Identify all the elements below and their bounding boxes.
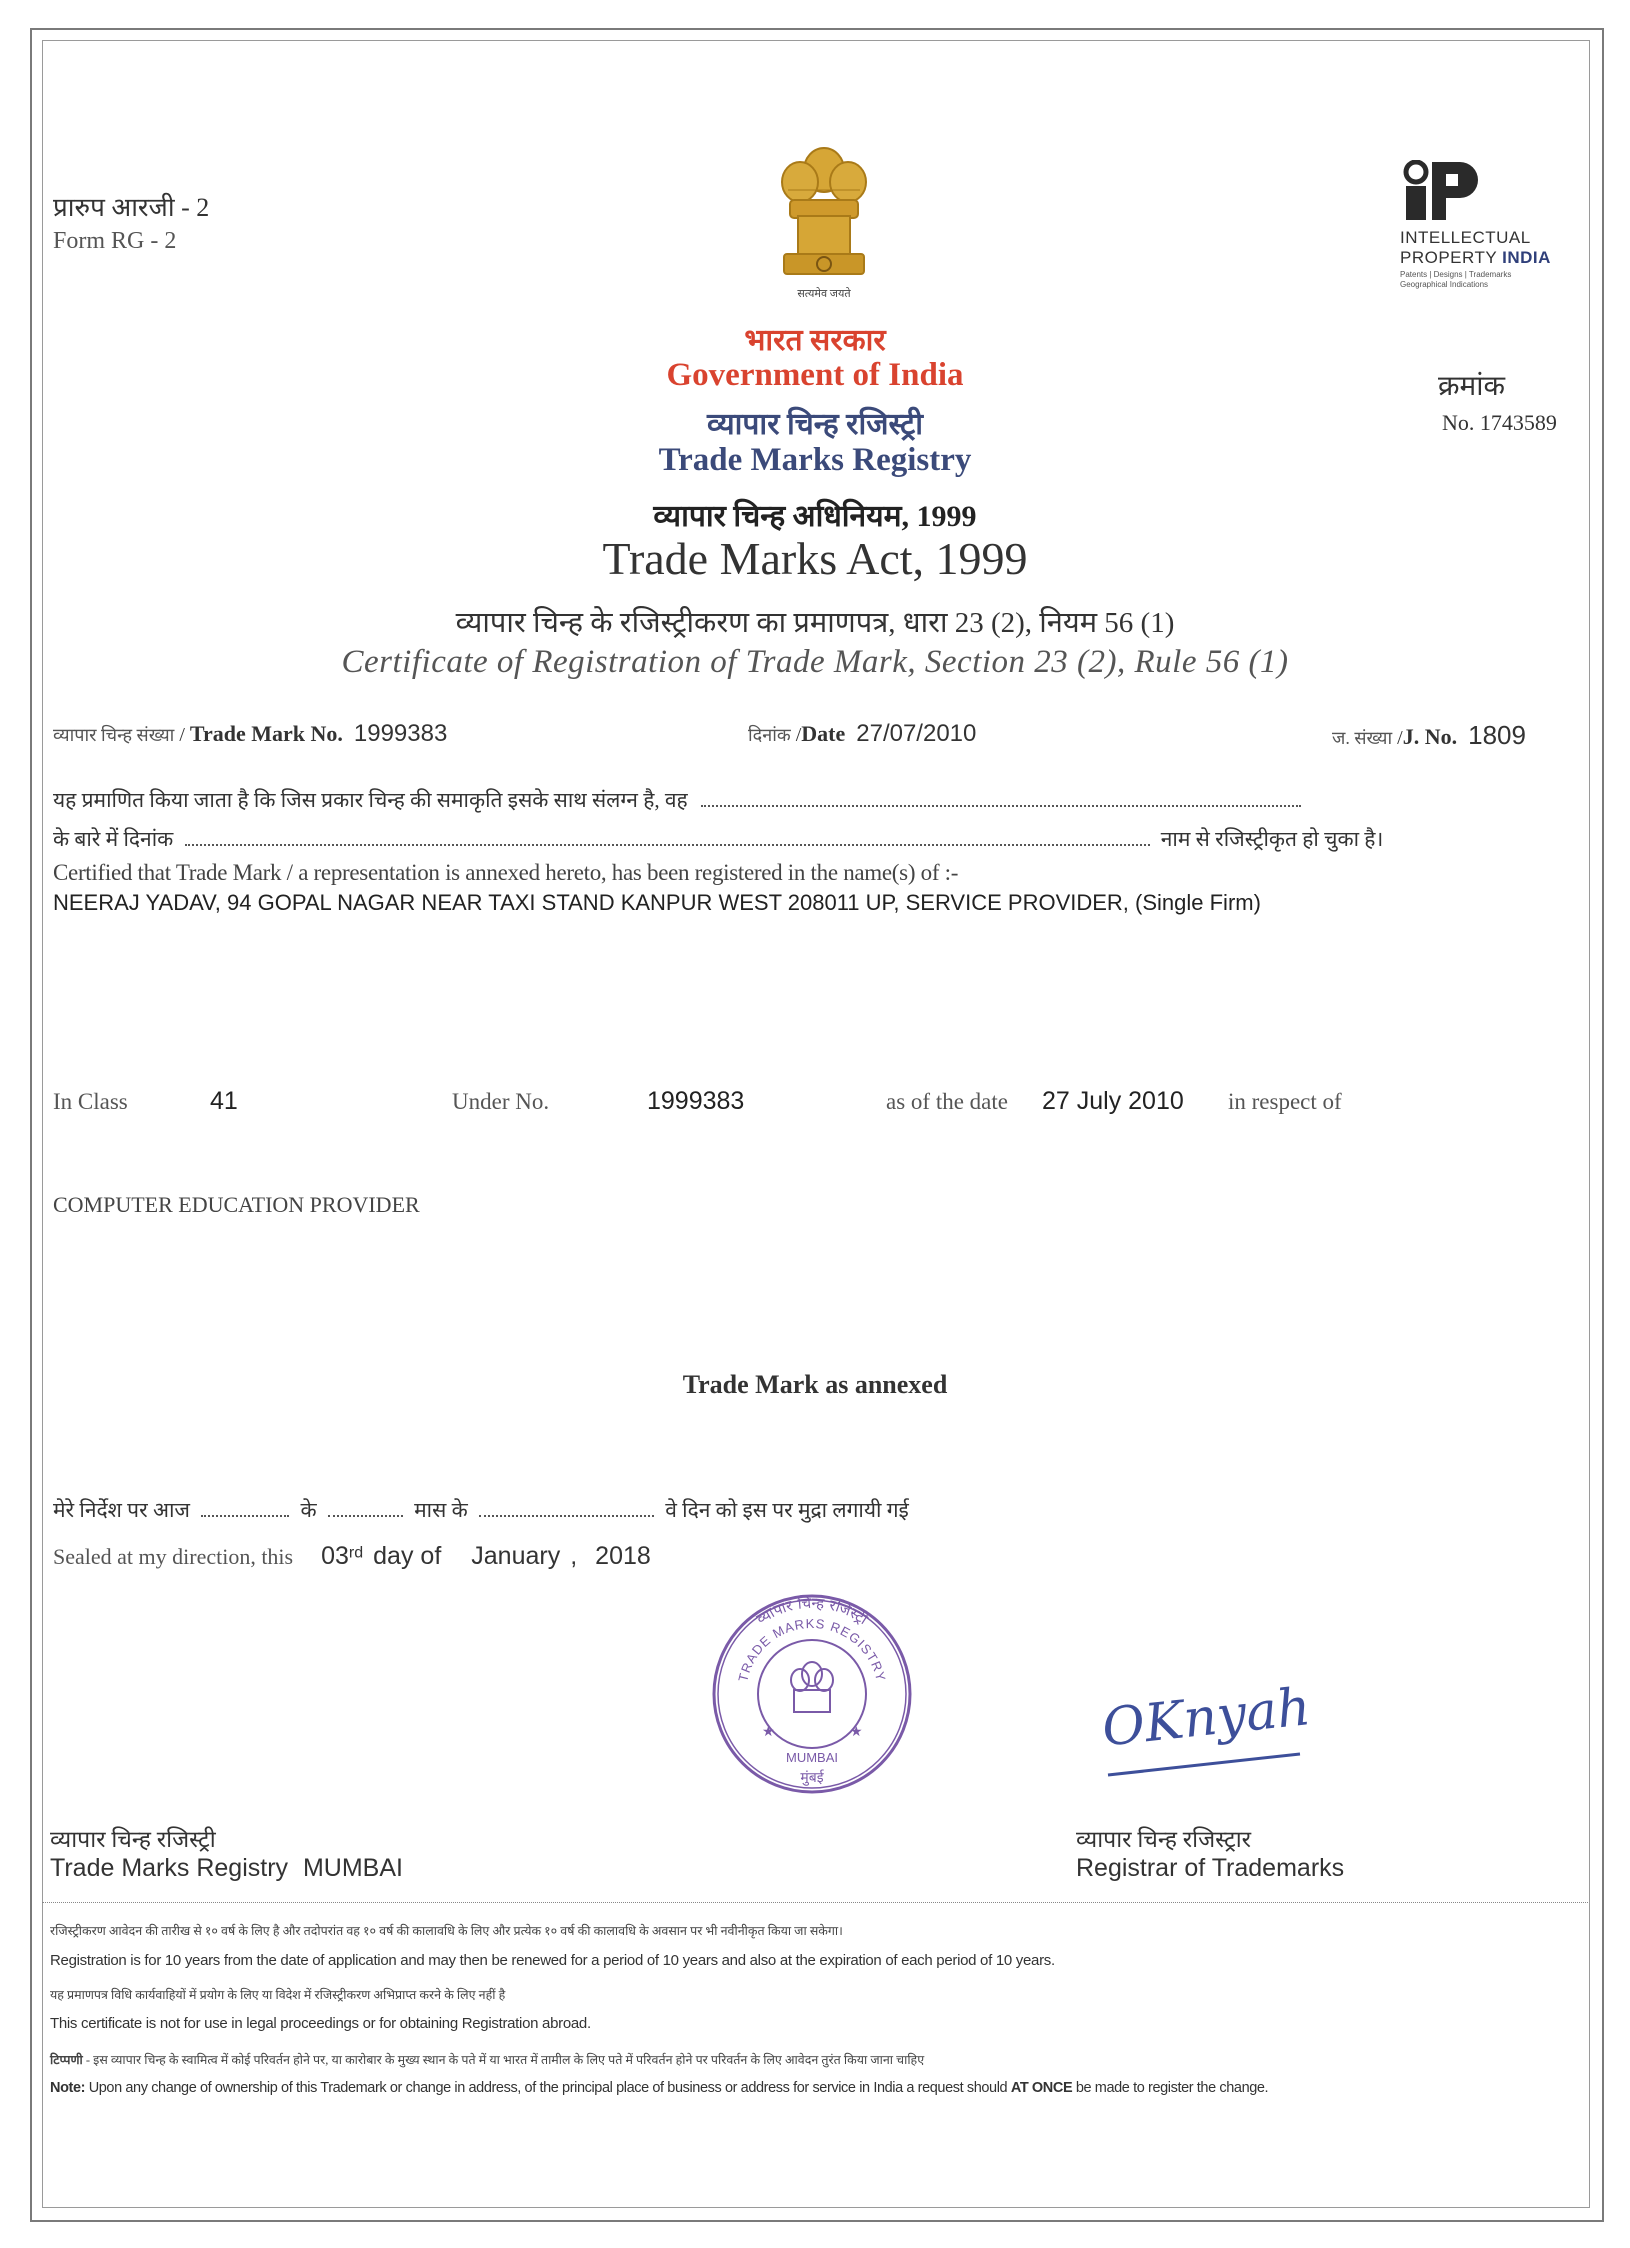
gov-title-hindi: भारत सरकार: [744, 324, 886, 357]
trade-mark-annexed: Trade Mark as annexed: [682, 1370, 948, 1399]
registration-date: 27/07/2010: [856, 720, 977, 747]
svg-text:★: ★: [850, 1724, 863, 1740]
footer-left-english: [50, 1854, 403, 1883]
sealed-month: January: [471, 1542, 561, 1570]
dotted-fill-2: [185, 844, 1150, 846]
under-no-value: 1999383: [647, 1087, 745, 1115]
note-1-hindi: रजिस्ट्रीकरण आवेदन की तारीख से १० वर्ष के लिए है और तदोपरांत वह १० वर्ष की कालावधि के लिए और प्रत्येक १० वर्ष की कालावधि के अवसान पर भी नवीनीकृत किया जा सकेगा।: [50, 1924, 843, 1938]
sealed-comma: ,: [570, 1542, 578, 1570]
registrar-signature: [1098, 1680, 1318, 1790]
proprietor-details: NEERAJ YADAV, 94 GOPAL NAGAR NEAR TAXI STAND KANPUR WEST 208011 UP, SERVICE PROVIDER, (Single Firm): [53, 890, 1261, 915]
ip-logo-line4: Geographical Indications: [1400, 280, 1489, 289]
emblem-motto: सत्यमेव जयते: [797, 288, 851, 300]
footer-right-hindi: व्यापार चिन्ह रजिस्ट्रार: [1076, 1827, 1252, 1852]
certify-hindi-text2b: नाम से रजिस्ट्रीकृत हो चुका है।: [1160, 827, 1384, 851]
notes-divider: [42, 1902, 1588, 1903]
date-label-hindi: दिनांक: [748, 725, 791, 745]
sealed-hindi-d: वे दिन को इस पर मुद्रा लगायी गई: [665, 1498, 909, 1522]
certify-hindi-text1: यह प्रमाणित किया जाता है कि जिस प्रकार चिन्ह की समाकृति इसके साथ संलग्न है, वह: [53, 788, 688, 812]
act-title-english: Trade Marks Act, 1999: [602, 533, 1028, 584]
as-of-date-label: as of the date: [886, 1089, 1008, 1114]
form-label-english: Form RG - 2: [53, 228, 177, 254]
services-description: COMPUTER EDUCATION PROVIDER: [53, 1192, 420, 1217]
signature-scrawl: OKnyah: [1099, 1680, 1314, 1759]
svg-text:★: ★: [762, 1724, 775, 1740]
dotted-fill-5: [479, 1515, 654, 1517]
seal-top-hindi: व्यापार चिन्ह रजिस्ट्री: [753, 1593, 872, 1629]
act-title-hindi: व्यापार चिन्ह अधिनियम, 1999: [653, 500, 977, 533]
note-3-english-text-b: be made to register the change.: [1072, 2080, 1269, 2096]
svg-text:TRADE MARKS REGISTRY: [735, 1616, 889, 1683]
ip-logo-line2: [1400, 248, 1551, 268]
dotted-fill-3: [201, 1515, 289, 1517]
as-of-date-value: 27 July 2010: [1042, 1087, 1184, 1115]
dotted-fill-4: [328, 1515, 403, 1517]
dotted-fill-1: [701, 805, 1301, 807]
j-label-hindi: ज. संख्या: [1332, 728, 1393, 748]
footer-left-registry: Trade Marks Registry: [50, 1854, 289, 1882]
note-3-english-emphasis: AT ONCE: [1010, 2080, 1073, 2096]
date-row: दिनांक /Date 27/07/2010: [748, 720, 977, 747]
seal-ring-english: TRADE MARKS REGISTRY: [735, 1615, 889, 1684]
note-2-english: This certificate is not for use in legal proceedings or for obtaining Registration abroad.: [50, 2015, 591, 2032]
tm-label-english: Trade Mark No.: [189, 721, 343, 746]
journal-number: 1809: [1468, 720, 1526, 750]
class-value: 41: [210, 1087, 238, 1115]
trade-mark-number: 1999383: [353, 720, 448, 747]
sealed-english-label: Sealed at my direction, this: [53, 1544, 294, 1569]
note-3-hindi-text: - इस व्यापार चिन्ह के स्वामित्व में कोई परिवर्तन होने पर, या कारोबार के मुख्य स्थान के पते में या भारत में तामील के लिए पते में परिवर्तन होने पर परिवर्तन के लिए आवेदन तुरंत किया जाना चाहिए: [82, 2053, 925, 2067]
registry-title-hindi: व्यापार चिन्ह रजिस्ट्री: [706, 408, 924, 441]
footer-right-english: Registrar of Trademarks: [1076, 1854, 1345, 1882]
registry-seal-stamp: [708, 1590, 916, 1798]
sealed-day-suffix: rd: [348, 1544, 364, 1562]
gov-title-english: Government of India: [666, 357, 964, 393]
ip-logo-line1: INTELLECTUAL: [1400, 228, 1531, 247]
note-3-hindi: [50, 2051, 924, 2068]
note-1-english: Registration is for 10 years from the date of application and may then be renewed for a period of 10 years and also at the expiration of each period of 10 years.: [50, 1952, 1055, 1969]
ip-logo-india: INDIA: [1502, 248, 1551, 267]
j-number-row: ज. संख्या /J. No. 1809: [1332, 720, 1526, 750]
certificate-title-english: Certificate of Registration of Trade Mark, Section 23 (2), Rule 56 (1): [341, 644, 1289, 680]
sealed-hindi-a: मेरे निर्देश पर आज: [53, 1498, 190, 1522]
under-no-label: Under No.: [452, 1089, 550, 1114]
certify-hindi-line1: [53, 786, 1301, 814]
sealed-hindi-line: [53, 1496, 909, 1524]
form-label-hindi: प्रारुप आरजी - 2: [53, 193, 210, 222]
sealed-hindi-b: के: [300, 1498, 317, 1522]
footer-left-hindi: व्यापार चिन्ह रजिस्ट्री: [50, 1827, 216, 1852]
sealed-day-of: day of: [373, 1542, 442, 1570]
in-respect-of-label: in respect of: [1228, 1089, 1342, 1114]
ip-logo-line3: Patents | Designs | Trademarks: [1400, 270, 1512, 279]
ip-logo-icon: [1402, 160, 1492, 222]
note-3-english-text-a: Upon any change of ownership of this Trademark or change in address, of the principal place of business or address for service in India a request should: [85, 2080, 1011, 2096]
certify-hindi-text2a: के बारे में दिनांक: [53, 827, 174, 851]
footer-left-city: MUMBAI: [302, 1854, 403, 1882]
ip-logo-property: PROPERTY: [1400, 248, 1503, 267]
sealed-year: 2018: [595, 1542, 651, 1570]
sealed-hindi-c: मास के: [414, 1498, 468, 1522]
ip-india-logo: [1400, 160, 1590, 300]
class-label: In Class: [53, 1089, 128, 1114]
serial-number: No. 1743589: [1442, 410, 1557, 435]
certify-hindi-line2: [53, 825, 1383, 853]
seal-city-hindi: मुंबई: [800, 1770, 824, 1786]
note-2-hindi: यह प्रमाणपत्र विधि कार्यवाहियों में प्रयोग के लिए या विदेश में रजिस्ट्रीकरण अभिप्राप्त करने के लिए नहीं है: [50, 1988, 506, 2002]
seal-city-english: MUMBAI: [786, 1750, 838, 1765]
tm-label-hindi: व्यापार चिन्ह संख्या: [53, 725, 175, 745]
serial-label-hindi: क्रमांक: [1438, 371, 1506, 402]
national-emblem-icon: [768, 140, 880, 300]
note-3-english: [50, 2080, 1268, 2096]
note-3-english-label: Note:: [50, 2080, 86, 2096]
seal-emblem-icon: [791, 1662, 833, 1712]
date-label-english: Date: [801, 721, 846, 746]
certificate-title-hindi: व्यापार चिन्ह के रजिस्ट्रीकरण का प्रमाणपत्र, धारा 23 (2), नियम 56 (1): [455, 607, 1175, 639]
trade-mark-number-row: व्यापार चिन्ह संख्या / Trade Mark No. 1999383: [53, 720, 448, 747]
certify-english-line: Certified that Trade Mark / a representation is annexed hereto, has been registered in the name(s) of :-: [53, 860, 959, 885]
sealed-day: 03: [321, 1542, 349, 1570]
sealed-english-line: [53, 1542, 651, 1571]
note-3-hindi-label: टिप्पणी: [50, 2053, 83, 2067]
j-label-english: J. No.: [1402, 724, 1458, 749]
registry-title-english: Trade Marks Registry: [658, 442, 972, 478]
